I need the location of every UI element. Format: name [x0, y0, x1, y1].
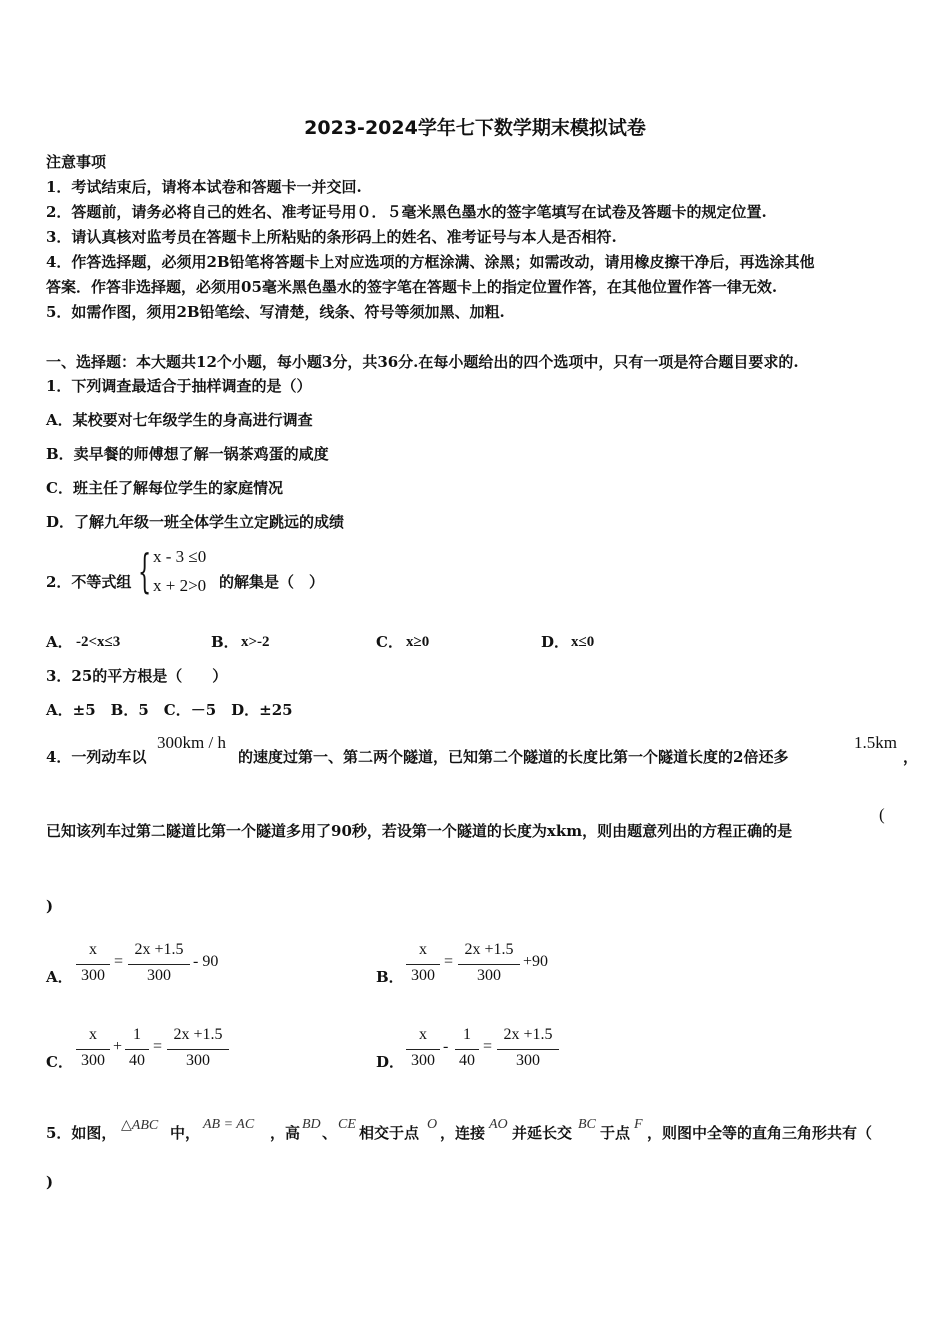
triangle-abc: △ABC: [121, 1118, 159, 1133]
ab-equals-ac: AB = AC: [203, 1117, 255, 1132]
numerator: x: [89, 1026, 97, 1043]
q5-text: 并延长交: [512, 1124, 573, 1142]
q5-text: 于点: [600, 1124, 631, 1142]
expression-tail: - 90: [193, 953, 219, 970]
question-3-stem: 3．25的平方根是（ ）: [46, 667, 228, 685]
question-2-suffix: 的解集是（ ）: [219, 573, 325, 591]
denominator: 300: [81, 1052, 105, 1069]
q2-option-b-label: B．: [211, 633, 239, 651]
operator-sign: +: [113, 1038, 123, 1055]
notice-item: 3．请认真核对监考员在答题卡上所粘贴的条形码上的姓名、准考证号与本人是否相符.: [46, 228, 617, 246]
q2-option-a-value: -2<x≤3: [76, 634, 121, 650]
denominator: 300: [516, 1052, 540, 1069]
q4-option-c-label: C．: [46, 1053, 73, 1071]
fraction-bar: [76, 1049, 110, 1050]
section-heading: 一、选择题：本大题共12个小题，每小题3分，共36分.在每小题给出的四个选项中，只有一项是符合题目要求的.: [46, 353, 799, 371]
expression-tail: +90: [523, 953, 549, 970]
close-paren: ): [46, 897, 54, 915]
q2-option-d-label: D．: [541, 633, 570, 651]
q1-option-b: B．卖早餐的师傅想了解一锅茶鸡蛋的咸度: [46, 445, 329, 463]
question-4-part1: 4．一列动车以: [46, 748, 147, 766]
numerator: 2x +1.5: [173, 1026, 223, 1043]
q2-option-a-label: A．: [46, 633, 73, 651]
numerator: 1: [133, 1026, 141, 1043]
speed-value: 300km / h: [157, 733, 226, 752]
q5-text: ，高: [270, 1124, 301, 1142]
segment-bc: BC: [578, 1117, 596, 1132]
denominator: 300: [411, 967, 435, 984]
q5-text: ，则图中全等的直角三角形共有（: [647, 1124, 873, 1142]
fraction-bar: [406, 1049, 440, 1050]
numerator: 1: [463, 1026, 471, 1043]
q2-option-c-value: x≥0: [406, 634, 430, 650]
segment-bd: BD: [302, 1117, 321, 1132]
q5-text: 中，: [170, 1124, 201, 1142]
numerator: 2x +1.5: [134, 941, 184, 958]
numerator: x: [419, 941, 427, 958]
q1-option-a: A．某校要对七年级学生的身高进行调查: [46, 411, 313, 429]
q2-option-c-label: C．: [376, 633, 403, 651]
page-title: 2023-2024学年七下数学期末模拟试卷: [304, 117, 646, 139]
denominator: 300: [147, 967, 171, 984]
notice-item: 1．考试结束后，请将本试卷和答题卡一并交回.: [46, 178, 362, 196]
q5-text: 、: [322, 1124, 338, 1142]
comma: ，: [903, 748, 919, 766]
q2-option-b-value: x>-2: [241, 634, 270, 650]
notice-item: 4．作答选择题，必须用2B铅笔将答题卡上对应选项的方框涂满、涂黑；如需改动，请用橡皮擦干净后，再选涂其他: [46, 253, 815, 271]
open-paren: (: [879, 805, 885, 824]
fraction-bar: [125, 1049, 149, 1050]
fraction-bar: [458, 964, 520, 965]
q4-option-b-label: B．: [376, 968, 404, 986]
equals-sign: =: [483, 1038, 493, 1055]
q5-text: ，连接: [440, 1124, 486, 1142]
q1-option-d: D．了解九年级一班全体学生立定跳远的成绩: [46, 513, 345, 531]
denominator: 300: [411, 1052, 435, 1069]
numerator: 2x +1.5: [464, 941, 514, 958]
close-paren: ): [46, 1173, 54, 1191]
operator-sign: -: [443, 1038, 449, 1055]
inequality-2: x + 2>0: [153, 576, 207, 595]
equals-sign: =: [444, 953, 454, 970]
point-f: F: [634, 1117, 643, 1132]
numerator: 2x +1.5: [503, 1026, 553, 1043]
equals-sign: =: [153, 1038, 163, 1055]
notice-item: 答案．作答非选择题，必须用05毫米黑色墨水的签字笔在答题卡上的指定位置作答，在其他位置作答一律无效.: [46, 278, 778, 296]
denominator: 300: [81, 967, 105, 984]
q4-option-d-label: D．: [376, 1053, 405, 1071]
question-1-stem: 1．下列调查最适合于抽样调查的是（）: [46, 377, 312, 395]
equals-sign: =: [114, 953, 124, 970]
question-2-prefix: 2．不等式组: [46, 573, 132, 591]
extra-length: 1.5km: [854, 733, 897, 752]
brace-icon: {: [138, 544, 152, 598]
q5-text: 相交于点: [359, 1124, 420, 1142]
fraction-bar: [406, 964, 440, 965]
numerator: x: [419, 1026, 427, 1043]
fraction-bar: [455, 1049, 479, 1050]
fraction-bar: [76, 964, 110, 965]
q3-options: A．±5 B．5 C．－5 D．±25: [46, 701, 293, 719]
segment-ao: AO: [489, 1117, 508, 1132]
question-4-part2: 的速度过第一、第二两个隧道，已知第二个隧道的长度比第一个隧道长度的2倍还多: [238, 748, 789, 766]
q2-option-d-value: x≤0: [571, 634, 595, 650]
q4-option-a-label: A．: [46, 968, 73, 986]
denominator: 40: [459, 1052, 475, 1069]
inequality-1: x - 3 ≤0: [153, 547, 207, 566]
fraction-bar: [167, 1049, 229, 1050]
notice-heading: 注意事项: [46, 153, 107, 171]
denominator: 40: [129, 1052, 145, 1069]
numerator: x: [89, 941, 97, 958]
fraction-bar: [497, 1049, 559, 1050]
point-o: O: [427, 1117, 438, 1132]
q5-text: 5．如图，: [46, 1124, 117, 1142]
segment-ce: CE: [338, 1117, 356, 1132]
notice-item: 2．答题前，请务必将自己的姓名、准考证号用０．５毫米黑色墨水的签字笔填写在试卷及答题卡的规定位置.: [46, 203, 767, 221]
q1-option-c: C．班主任了解每位学生的家庭情况: [46, 479, 283, 497]
denominator: 300: [186, 1052, 210, 1069]
denominator: 300: [477, 967, 501, 984]
notice-item: 5．如需作图，须用2B铅笔绘、写清楚，线条、符号等须加黑、加粗.: [46, 303, 505, 321]
fraction-bar: [128, 964, 190, 965]
question-4-line2: 已知该列车过第二隧道比第一个隧道多用了90秒，若设第一个隧道的长度为xkm，则由题意列出的方程正确的是: [46, 822, 793, 840]
